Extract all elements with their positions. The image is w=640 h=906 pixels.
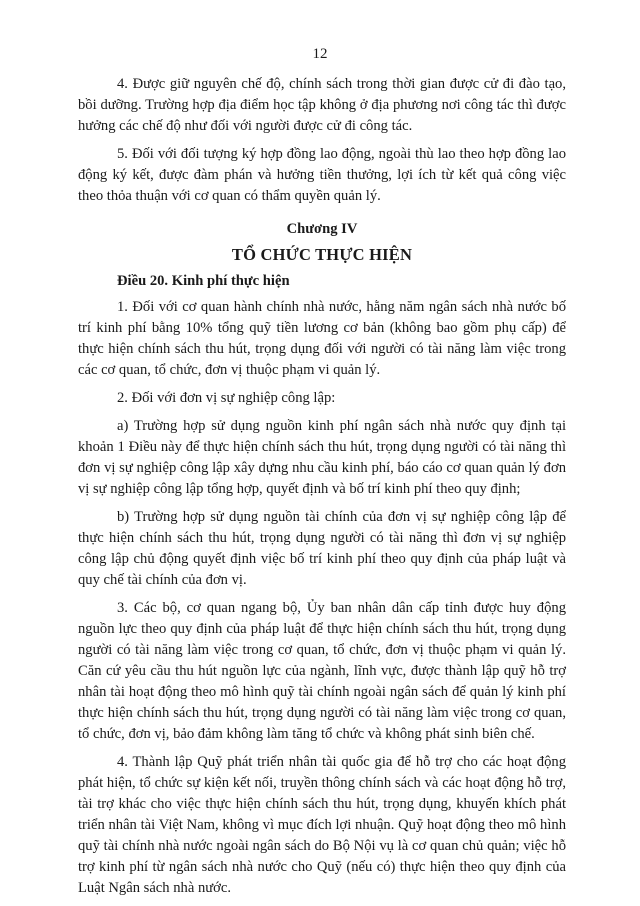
paragraph: 4. Thành lập Quỹ phát triển nhân tài quốc gia để hỗ trợ cho các hoạt động phát hiện, tổ chức sự kiện kết nối, truyền thông chính sách và các hoạt động hỗ trợ, tài trợ khác cho việc thực hiện chính sách thu hút, trọng dụng, khuyến khích phát triển nhân tài Việt Nam, không vì mục đích lợi nhuận. Quỹ hoạt động theo mô hình quỹ tài chính nhà nước ngoài ngân sách do Bộ Nội vụ là cơ quan chủ quản; việc hỗ trợ kinh phí từ ngân sách nhà nước cho Quỹ (nếu có) thực hiện theo quy định của Luật Ngân sách nhà nước. [78, 754, 566, 896]
chapter-heading: Chương IV [286, 221, 358, 237]
paragraph: 3. Các bộ, cơ quan ngang bộ, Ủy ban nhân dân cấp tỉnh được huy động nguồn lực theo quy định của pháp luật để thực hiện chính sách thu hút, trọng dụng người có tài năng làm việc trong cơ quan, tổ chức, đơn vị thuộc phạm vi quản lý. Căn cứ yêu cầu thu hút nguồn lực của ngành, lĩnh vực, được thành lập quỹ hỗ trợ nhân tài hoạt động theo mô hình quỹ tài chính ngoài ngân sách để quản lý kinh phí thực hiện chính sách thu hút, trọng dụng người có tài năng làm việc trong cơ quan, tổ chức, đơn vị, bảo đảm không làm tăng tổ chức và không phát sinh biên chế. [78, 600, 566, 742]
paragraph: 4. Được giữ nguyên chế độ, chính sách trong thời gian được cử đi đào tạo, bồi dưỡng. Trường hợp địa điểm học tập không ở địa phương nơi công tác thì được hưởng các chế độ như đối với người được cử đi công tác. [78, 76, 566, 134]
paragraph: 5. Đối với đối tượng ký hợp đồng lao động, ngoài thù lao theo hợp đồng lao động ký kết, được đàm phán và hưởng tiền thưởng, lợi ích từ kết quả công việc theo thỏa thuận với cơ quan có thẩm quyền quản lý. [78, 146, 566, 204]
paragraph: 1. Đối với cơ quan hành chính nhà nước, hằng năm ngân sách nhà nước bố trí kinh phí bằng 10% tổng quỹ tiền lương cơ bản (không bao gồm phụ cấp) để thực hiện chính sách thu hút, trọng dụng đối với người có tài năng làm việc trong các cơ quan, tổ chức, đơn vị thuộc phạm vi quản lý. [78, 299, 566, 378]
document-body [78, 74, 566, 906]
article-heading: Điều 20. Kinh phí thực hiện [117, 273, 290, 289]
chapter-title: TỔ CHỨC THỰC HIỆN [231, 245, 413, 264]
paragraph: b) Trường hợp sử dụng nguồn tài chính của đơn vị sự nghiệp công lập để thực hiện chính sách thu hút, trọng dụng người có tài năng thì đơn vị sự nghiệp công lập chủ động quyết định việc bố trí kinh phí theo quy định của pháp luật và quy chế tài chính của đơn vị. [78, 509, 566, 588]
paragraph: 2. Đối với đơn vị sự nghiệp công lập: [117, 390, 336, 406]
paragraph: a) Trường hợp sử dụng nguồn kinh phí ngân sách nhà nước quy định tại khoản 1 Điều này để thực hiện chính sách thu hút, trọng dụng người có tài năng thì đơn vị sự nghiệp công lập xây dựng nhu cầu kinh phí, báo cáo cơ quan quản lý đơn vị sự nghiệp công lập tổng hợp, quyết định và bố trí kinh phí theo quy định; [78, 418, 566, 497]
page-number: 12 [312, 46, 328, 62]
